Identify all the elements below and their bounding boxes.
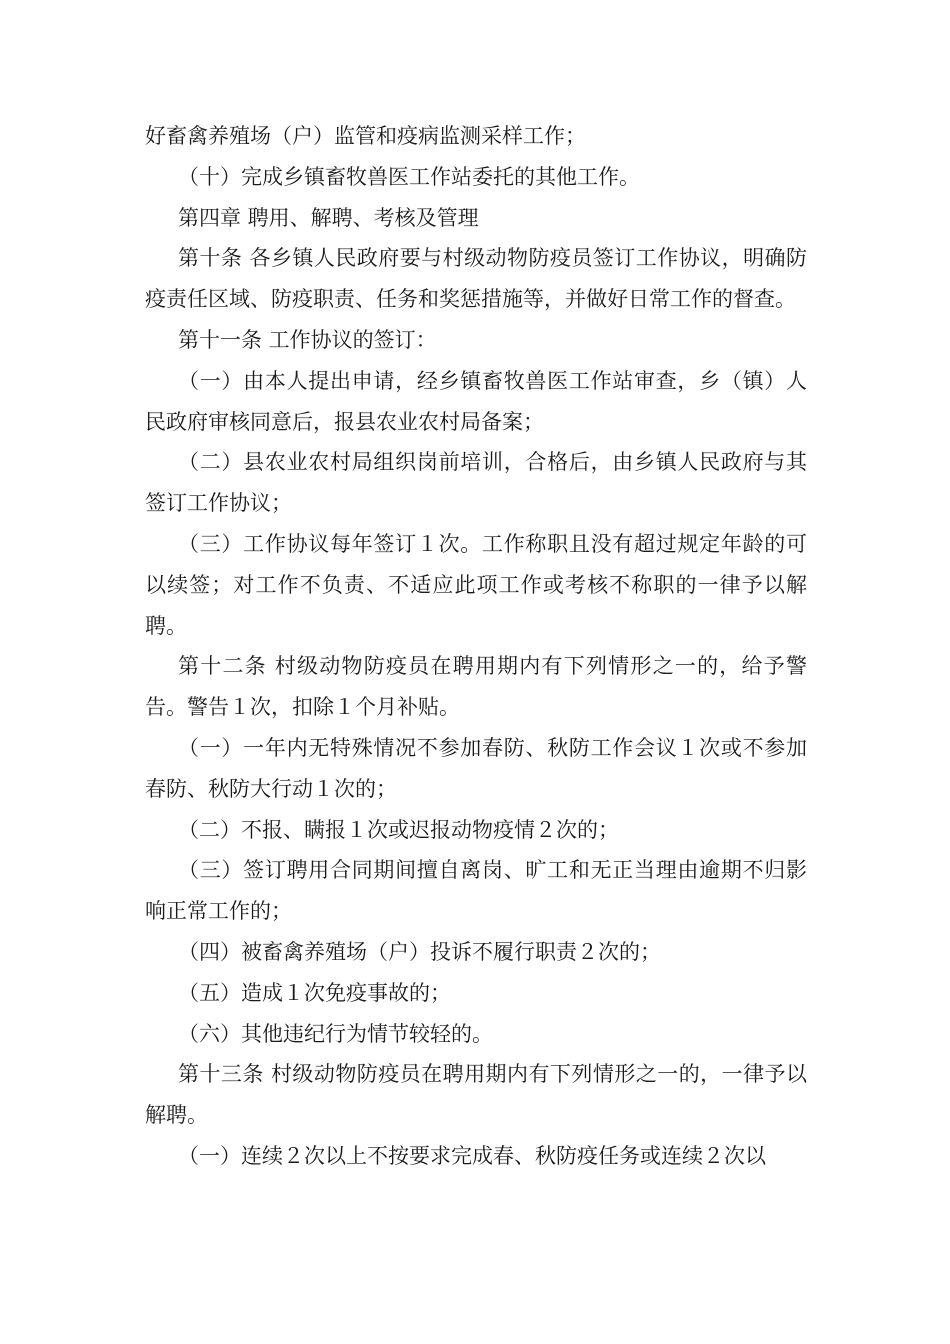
article-ten: 第十条 各乡镇人民政府要与村级动物防疫员签订工作协议，明确防疫责任区域、防疫职责、任务和奖惩措施等，并做好日常工作的督查。 <box>145 246 807 312</box>
article-twelve-item-four: （四）被畜禽养殖场（户）投诉不履行职责２次的； <box>178 939 661 964</box>
article-eleven: 第十一条 工作协议的签订： <box>178 327 437 352</box>
article-twelve-item-three: （三）签订聘用合同期间擅自离岗、旷工和无正当理由逾期不归影响正常工作的； <box>145 858 807 924</box>
article-twelve-item-one: （一）一年内无特殊情况不参加春防、秋防工作会议１次或不参加春防、秋防大行动１次的； <box>145 735 807 801</box>
paragraph-item-ten: （十）完成乡镇畜牧兽医工作站委托的其他工作。 <box>178 164 640 189</box>
chapter-four-heading: 第四章 聘用、解聘、考核及管理 <box>178 205 479 230</box>
article-thirteen: 第十三条 村级动物防疫员在聘用期内有下列情形之一的，一律予以解聘。 <box>145 1062 807 1128</box>
article-twelve-item-six: （六）其他违纪行为情节较轻的。 <box>178 1021 493 1046</box>
article-thirteen-item-one: （一）连续２次以上不按要求完成春、秋防疫任务或连续２次以 <box>178 1143 766 1168</box>
article-eleven-item-three: （三）工作协议每年签订１次。工作称职且没有超过规定年龄的可以续签；对工作不负责、不适应此项工作或考核不称职的一律予以解聘。 <box>145 531 807 638</box>
article-twelve-item-five: （五）造成１次免疫事故的； <box>178 980 451 1005</box>
article-twelve: 第十二条 村级动物防疫员在聘用期内有下列情形之一的，给予警告。警告１次，扣除１个月补贴。 <box>145 654 807 720</box>
article-twelve-item-two: （二）不报、瞒报１次或迟报动物疫情２次的； <box>178 817 619 842</box>
article-eleven-item-one: （一）由本人提出申请，经乡镇畜牧兽医工作站审查，乡（镇）人民政府审核同意后，报县农业农村局备案； <box>145 368 807 434</box>
article-eleven-item-two: （二）县农业农村局组织岗前培训，合格后，由乡镇人民政府与其签订工作协议； <box>145 450 807 516</box>
document-body <box>145 116 807 1177</box>
paragraph-continuation: 好畜禽养殖场（户）监管和疫病监测采样工作； <box>145 124 586 148</box>
